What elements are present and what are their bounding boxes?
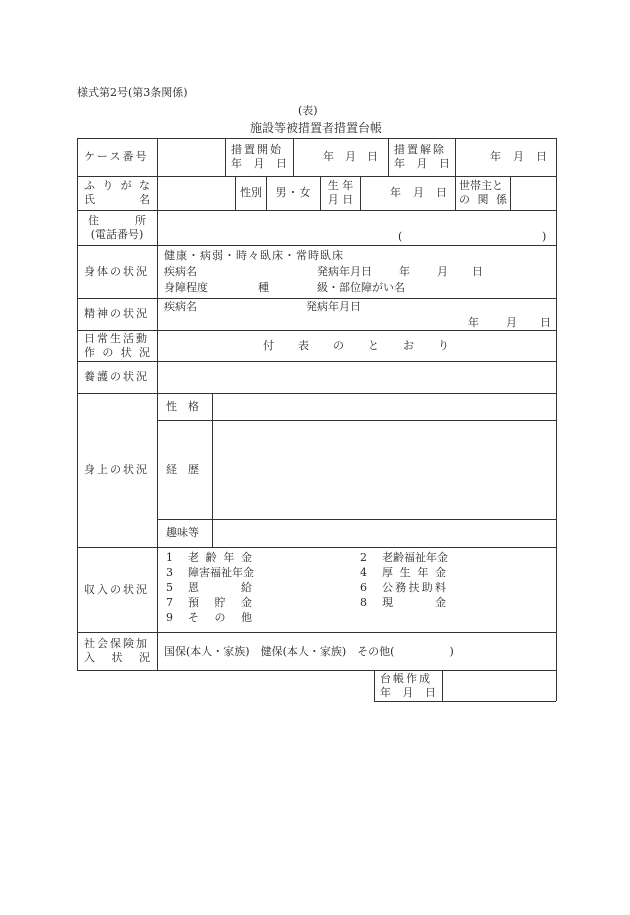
year-text: 年 [231,157,242,170]
col-divider [225,138,226,176]
ledger-date-label [380,670,436,701]
relation-char: 係 [496,193,507,206]
care-label [84,361,150,393]
health-options: 健康・病弱・時々臥床・常時臥床 [164,249,344,262]
history-field[interactable] [213,421,555,518]
insurance-char: 況 [139,651,150,664]
birth-date-field[interactable] [390,176,447,210]
birth-label-line: 生 年 [327,179,354,192]
item-char: 老 [188,551,199,564]
relation-field[interactable] [511,177,555,209]
sex-label-text: 性別 [240,186,262,199]
item-char: 生 [399,566,411,579]
form-side: (表) [298,104,318,117]
daily-value-char: お [403,338,414,352]
case-number-field[interactable] [158,139,224,175]
item-char: 貯 [214,596,226,609]
birth-date-label [321,176,360,210]
item-char: 年 [223,551,235,564]
daily-value-char: の [333,338,344,352]
month-text: 月 [413,186,424,199]
item-number: 5 [166,581,173,594]
month-text: 月 [345,150,356,163]
income-item [164,611,264,625]
month-text: 月 [506,316,517,329]
hobbies-field[interactable] [213,520,555,546]
col-divider [374,670,375,701]
item-number: 9 [166,611,173,624]
physical-label-text: 身体の状況 [84,264,149,278]
kana-char: が [120,179,132,192]
birth-label-line: 月 日 [327,193,354,206]
mental-disease-label: 疾病名 [164,300,197,313]
col-divider [455,176,456,210]
insurance-label-line: 社会保険加 [84,637,149,650]
daily-living-label [84,330,150,361]
item-number: 6 [360,581,367,594]
year-text: 年 [394,157,405,170]
year-text: 年 [323,150,334,163]
item-char: 扶 [408,581,420,594]
mental-label-text: 精神の状況 [84,307,149,320]
relation-char: 関 [477,193,489,206]
item-char: 厚 [382,566,393,579]
name-field[interactable] [158,177,234,209]
item-char: 預 [188,596,199,609]
item-char: 現 [382,596,393,609]
sex-label [236,176,266,210]
item-char: 給 [241,581,252,594]
kana-char: ふ [84,179,95,192]
insurance-options[interactable]: 国保(本人・家族) 健保(本人・家族) その他( ) [164,645,454,658]
case-number-text: ケース番号 [84,150,149,163]
table-border-left [77,138,78,670]
start-date-label [231,138,287,176]
sex-options: 男・女 [275,186,312,199]
daily-value-char: と [368,338,379,352]
mental-label [84,298,150,330]
year-text: 年 [390,186,401,199]
income-label [84,547,150,632]
personality-label [166,393,210,420]
item-char: 他 [241,611,252,624]
daily-value-char: り [438,338,449,352]
history-text: 経 歴 [166,462,199,476]
start-date-field[interactable] [323,138,378,176]
phone-paren-open: ( [398,230,403,243]
end-date-field[interactable] [490,138,547,176]
relation-label [459,176,507,210]
history-label [166,420,210,519]
personality-field[interactable] [213,394,555,419]
insurance-char: 入 [84,651,95,664]
daily-char: 状 [120,345,132,359]
item-char: 料 [435,581,446,594]
col-divider [455,138,456,176]
case-number-label [84,138,150,176]
income-item [164,581,264,595]
item-number: 8 [360,596,367,609]
item-number: 4 [360,566,367,579]
daily-char: 作 [84,345,95,359]
relation-label-line: 世帯主と [459,179,503,192]
daily-value-char: 表 [298,338,309,352]
item-char: 金 [240,551,252,564]
income-item [164,551,264,565]
care-field[interactable] [158,362,555,392]
end-date-label [394,138,450,176]
day-text: 日 [439,157,450,170]
item-char: 助 [421,581,433,594]
personal-label-text: 身上の状況 [84,463,149,476]
item-name: 老齢福祉年金 [382,551,448,564]
item-char: 公 [382,581,393,594]
income-item [358,596,458,610]
daily-char: 況 [138,345,150,359]
year-text: 年 [399,265,410,278]
item-number: 7 [166,596,173,609]
month-text: 月 [513,150,524,163]
kana-char: り [102,179,114,192]
month-text: 月 [437,265,448,278]
month-text: 月 [416,157,428,170]
item-number: 3 [166,566,173,579]
sex-field[interactable] [267,176,320,210]
personality-text: 性 格 [166,399,199,413]
ledger-border-bottom [374,701,556,702]
income-item [164,566,264,580]
physical-label [84,245,150,298]
year-text: 年 [490,150,501,163]
disability-label: 身障程度 [164,281,208,294]
insurance-label [84,632,150,670]
address-field[interactable] [158,211,555,244]
day-text: 日 [540,316,551,329]
table-border-right [556,138,557,701]
end-date-label-text: 措置解除 [394,143,446,156]
year-text: 年 [468,316,479,329]
form-number: 様式第2号(第3条関係) [77,86,188,99]
col-divider [360,176,361,210]
col-divider [293,138,294,176]
ledger-date-field[interactable] [443,671,555,700]
income-item [358,581,458,595]
physical-disease-label: 疾病名 [164,265,197,278]
item-char: 齢 [205,551,217,564]
day-text: 日 [536,150,547,163]
disability-kind: 種 [258,281,269,294]
name-label [84,176,150,210]
phone-label: (電話番号) [90,227,144,241]
day-text: 日 [436,186,447,199]
item-number: 1 [166,551,173,564]
day-text: 日 [472,265,483,278]
month-text: 月 [402,685,414,699]
personal-label [84,393,150,547]
item-char: の [214,611,226,624]
item-number: 2 [360,551,367,564]
address-label [84,210,150,245]
item-char: 務 [395,581,407,594]
income-item [358,551,458,565]
address-char: 所 [135,213,146,227]
month-text: 月 [253,157,265,170]
item-char: そ [188,611,199,624]
hobbies-text: 趣味等 [166,526,199,539]
relation-char: の [459,193,470,206]
item-char: 恩 [188,581,199,594]
item-char: 年 [417,566,429,579]
income-item [164,596,264,610]
daily-label-line: 日常生活動 [84,331,149,345]
start-date-label-text: 措置開始 [231,143,283,156]
day-text: 日 [425,685,436,699]
disability-grade: 級・部位障がい名 [317,281,405,294]
phone-paren-close: ) [542,230,547,243]
income-label-text: 収入の状況 [84,582,149,596]
item-char: 金 [241,596,252,609]
form-title: 施設等被措置者措置台帳 [250,121,383,135]
mental-onset-label: 発病年月日 [306,300,361,313]
name-char: 氏 [84,193,95,206]
item-char: 金 [434,566,446,579]
name-char: 名 [139,193,150,206]
day-text: 日 [276,157,287,170]
daily-value-char: 付 [263,338,274,352]
care-label-text: 養護の状況 [84,370,149,383]
income-item [358,566,458,580]
item-char: 金 [435,596,446,609]
ledger-label-line: 台帳作成 [380,671,432,685]
col-divider [388,138,389,176]
day-text: 日 [367,150,378,163]
daily-living-value [263,330,449,361]
daily-char: の [102,345,114,359]
hobbies-label [166,519,210,547]
item-name: 障害福祉年金 [188,566,254,579]
address-char: 住 [88,213,99,227]
kana-char: な [138,179,150,192]
year-text: 年 [380,685,391,699]
physical-onset-label: 発病年月日 [317,265,372,278]
insurance-char: 状 [111,651,123,664]
